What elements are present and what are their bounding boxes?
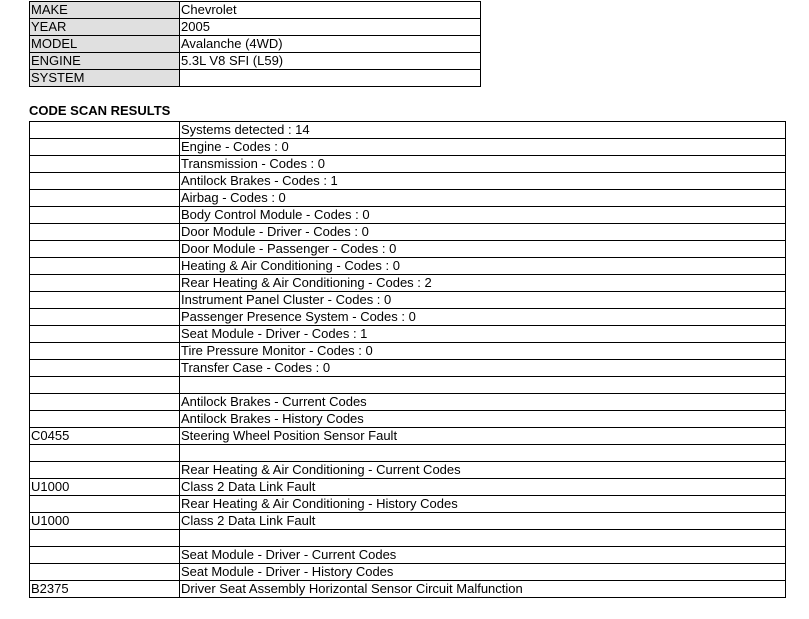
scan-result-code <box>30 207 180 224</box>
vehicle-info-row <box>30 2 481 19</box>
scan-result-row <box>30 275 786 292</box>
scan-result-description: Door Module - Driver - Codes : 0 <box>180 224 786 241</box>
scan-result-code <box>30 139 180 156</box>
scan-result-description: Antilock Brakes - Current Codes <box>180 394 786 411</box>
scan-result-code <box>30 258 180 275</box>
scan-result-code <box>30 292 180 309</box>
scan-result-code <box>30 564 180 581</box>
scan-result-description: Instrument Panel Cluster - Codes : 0 <box>180 292 786 309</box>
scan-result-description: Passenger Presence System - Codes : 0 <box>180 309 786 326</box>
scan-result-description: Steering Wheel Position Sensor Fault <box>180 428 786 445</box>
scan-result-row <box>30 445 786 462</box>
vehicle-info-row <box>30 19 481 36</box>
scan-result-row <box>30 139 786 156</box>
scan-result-row <box>30 394 786 411</box>
scan-result-description: Seat Module - Driver - Codes : 1 <box>180 326 786 343</box>
scan-result-code <box>30 173 180 190</box>
vehicle-info-label: ENGINE <box>30 53 180 70</box>
scan-result-row <box>30 173 786 190</box>
scan-result-description: Driver Seat Assembly Horizontal Sensor Circuit Malfunction <box>180 581 786 598</box>
scan-result-code: U1000 <box>30 479 180 496</box>
scan-result-row <box>30 343 786 360</box>
vehicle-info-row <box>30 70 481 87</box>
scan-result-code <box>30 224 180 241</box>
scan-result-row <box>30 326 786 343</box>
scan-result-code <box>30 122 180 139</box>
scan-result-row <box>30 513 786 530</box>
scan-result-description: Body Control Module - Codes : 0 <box>180 207 786 224</box>
scan-result-code: C0455 <box>30 428 180 445</box>
scan-result-description: Antilock Brakes - Codes : 1 <box>180 173 786 190</box>
scan-result-row <box>30 547 786 564</box>
vehicle-info-value: 2005 <box>180 19 481 36</box>
scan-result-description: Rear Heating & Air Conditioning - Current Codes <box>180 462 786 479</box>
vehicle-info-value: Avalanche (4WD) <box>180 36 481 53</box>
vehicle-info-row <box>30 36 481 53</box>
code-scan-results-heading: CODE SCAN RESULTS <box>29 103 171 118</box>
vehicle-info-value <box>180 70 481 87</box>
scan-result-row <box>30 156 786 173</box>
scan-result-code <box>30 241 180 258</box>
scan-result-code <box>30 377 180 394</box>
vehicle-info-label: MODEL <box>30 36 180 53</box>
vehicle-info-row <box>30 53 481 70</box>
scan-result-code <box>30 360 180 377</box>
scan-result-row <box>30 309 786 326</box>
scan-result-code <box>30 496 180 513</box>
scan-result-code: B2375 <box>30 581 180 598</box>
scan-result-code <box>30 445 180 462</box>
scan-result-code <box>30 190 180 207</box>
scan-result-row <box>30 207 786 224</box>
scan-result-description <box>180 530 786 547</box>
scan-result-row <box>30 428 786 445</box>
scan-result-description: Rear Heating & Air Conditioning - History Codes <box>180 496 786 513</box>
scan-result-code <box>30 394 180 411</box>
scan-result-code <box>30 156 180 173</box>
vehicle-info-table <box>29 1 481 87</box>
scan-result-description: Door Module - Passenger - Codes : 0 <box>180 241 786 258</box>
scan-result-row <box>30 530 786 547</box>
scan-result-row <box>30 479 786 496</box>
vehicle-info-value: 5.3L V8 SFI (L59) <box>180 53 481 70</box>
scan-result-row <box>30 122 786 139</box>
scan-result-row <box>30 360 786 377</box>
scan-result-code <box>30 326 180 343</box>
scan-result-row <box>30 190 786 207</box>
scan-result-row <box>30 258 786 275</box>
scan-result-row <box>30 411 786 428</box>
scan-result-description: Transmission - Codes : 0 <box>180 156 786 173</box>
scan-result-description <box>180 377 786 394</box>
scan-result-code <box>30 411 180 428</box>
vehicle-info-label: SYSTEM <box>30 70 180 87</box>
vehicle-info-label: YEAR <box>30 19 180 36</box>
scan-result-description: Class 2 Data Link Fault <box>180 479 786 496</box>
scan-result-description: Heating & Air Conditioning - Codes : 0 <box>180 258 786 275</box>
scan-result-row <box>30 292 786 309</box>
scan-result-row <box>30 462 786 479</box>
scan-result-description: Seat Module - Driver - Current Codes <box>180 547 786 564</box>
scan-result-description: Tire Pressure Monitor - Codes : 0 <box>180 343 786 360</box>
scan-result-code <box>30 462 180 479</box>
scan-result-code <box>30 547 180 564</box>
scan-result-code <box>30 530 180 547</box>
scan-result-row <box>30 564 786 581</box>
scan-result-code: U1000 <box>30 513 180 530</box>
scan-result-code <box>30 309 180 326</box>
scan-result-description: Rear Heating & Air Conditioning - Codes : 2 <box>180 275 786 292</box>
scan-result-row <box>30 496 786 513</box>
vehicle-info-label: MAKE <box>30 2 180 19</box>
vehicle-info-value: Chevrolet <box>180 2 481 19</box>
scan-result-description: Systems detected : 14 <box>180 122 786 139</box>
scan-result-row <box>30 224 786 241</box>
scan-result-description: Transfer Case - Codes : 0 <box>180 360 786 377</box>
scan-result-row <box>30 377 786 394</box>
scan-result-description: Class 2 Data Link Fault <box>180 513 786 530</box>
scan-result-row <box>30 581 786 598</box>
scan-result-code <box>30 343 180 360</box>
scan-result-code <box>30 275 180 292</box>
scan-result-description <box>180 445 786 462</box>
code-scan-results-table <box>29 121 786 598</box>
scan-result-row <box>30 241 786 258</box>
scan-result-description: Seat Module - Driver - History Codes <box>180 564 786 581</box>
scan-result-description: Engine - Codes : 0 <box>180 139 786 156</box>
scan-result-description: Antilock Brakes - History Codes <box>180 411 786 428</box>
scan-result-description: Airbag - Codes : 0 <box>180 190 786 207</box>
